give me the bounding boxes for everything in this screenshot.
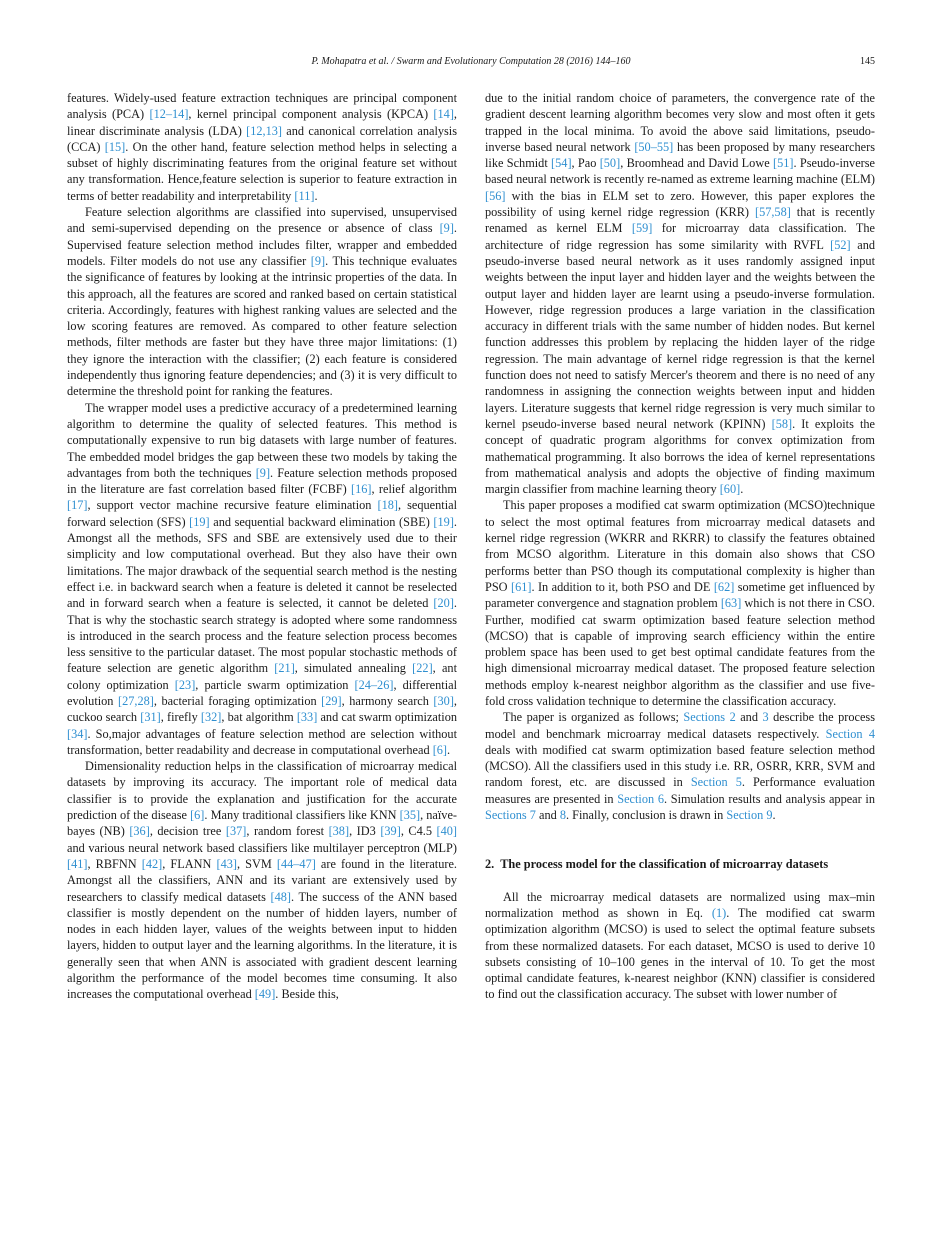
citation-link[interactable]: (1)	[711, 905, 727, 920]
citation-link[interactable]: [50–55]	[634, 139, 674, 154]
text-run: , linear discriminate analysis (LDA)	[67, 107, 457, 138]
citation-link[interactable]: [19]	[433, 514, 454, 529]
citation-link[interactable]: [24–26]	[354, 677, 394, 692]
left-column	[67, 90, 457, 1003]
citation-link[interactable]: [57,58]	[754, 205, 791, 220]
text-run: and canonical correlation analysis (CCA)	[67, 123, 457, 154]
text-run: , FLANN	[162, 856, 217, 871]
text-run: sometime get influenced by parameter convergence and stagnation problem	[485, 579, 875, 611]
text-run: , ID3	[349, 824, 381, 839]
paragraph	[67, 204, 457, 400]
citation-link[interactable]: [15]	[104, 139, 126, 154]
citation-link[interactable]: [14]	[433, 107, 454, 122]
citation-link[interactable]: [39]	[380, 824, 401, 839]
text-run: , simulated annealing	[294, 661, 413, 676]
text-run: are found in the literature. Amongst all the classifiers, ANN and its variant are extensively used by researchers to classify medical datasets	[67, 856, 457, 904]
citation-link[interactable]: [27,28]	[117, 693, 154, 708]
text-run: This paper proposes a modified cat swarm optimization (MCSO)technique to select the most optimal features from microarray medical datasets and kernel ridge regression (WKRR and RKRR) to classify the features obtained from MCSO algorithm. Literature in this domain also shows that CSO performs better than PSO though its computational complexity is higher than PSO	[485, 498, 875, 594]
paragraph	[485, 90, 875, 497]
text-run: All the microarray medical datasets are normalized using max–min normalization method as shown in Eq.	[485, 889, 875, 920]
text-run: has been proposed by many researchers like Schmidt	[485, 139, 876, 171]
text-run: , support vector machine recursive feature elimination	[87, 498, 378, 513]
citation-link[interactable]: [40]	[436, 824, 457, 839]
text-run: The wrapper model uses a predictive accuracy of a predetermined learning algorithm to determine the quality of selected features. This method is computationally expensive to run big datasets with large number of features. The embedded model bridges the gap between these two models by taking the advantages from both the techniques	[67, 400, 457, 480]
citation-link[interactable]: [52]	[830, 237, 851, 252]
citation-link[interactable]: [31]	[140, 710, 161, 725]
text-run: that is recently renamed as kernel ELM	[485, 205, 875, 236]
text-run: . Many traditional classifiers like KNN	[204, 808, 400, 823]
text-run: and sequential backward elimination (SBE)	[209, 514, 434, 529]
text-run: . So,major advantages of feature selection method are selection without transformation, better readability and decrease in computational overhead	[67, 726, 457, 757]
page-number: 145	[860, 56, 875, 67]
citation-link[interactable]: [6]	[190, 808, 205, 823]
text-run: , RBFNN	[87, 856, 142, 871]
citation-link[interactable]: [34]	[67, 726, 88, 741]
section-title: The process model for the classification of microarray datasets	[500, 857, 829, 872]
right-column	[485, 90, 875, 1003]
text-run: , relief algorithm	[371, 482, 457, 497]
text-run: . Feature selection methods proposed in the literature are fast correlation based filter (FCBF)	[67, 465, 458, 497]
citation-link[interactable]: [51]	[772, 156, 794, 171]
citation-link[interactable]: [29]	[321, 693, 342, 708]
text-run: features. Widely-used feature extraction techniques are principal component analysis (PCA)	[67, 91, 457, 122]
text-run: , SVM	[236, 856, 277, 871]
citation-link[interactable]: [59]	[631, 221, 653, 236]
paragraph	[67, 90, 457, 204]
citation-link[interactable]: [37]	[225, 824, 247, 839]
citation-link[interactable]: [9]	[255, 465, 271, 480]
text-run: , differential evolution	[67, 677, 457, 708]
text-run: which is not there in CSO. Further, modified cat swarm optimization based feature selection method (MCSO) that is capable of improving search efficiency within the entire problem space has been used to get best optimal candidate features from the high dimensional microarray medical dataset. The proposed feature selection methods employ k-nearest neighbor algorithm as the classifier and use five-fold cross validation technique to determine the classification accuracy.	[485, 596, 875, 708]
citation-link[interactable]: [16]	[351, 482, 372, 497]
text-run: . It exploits the concept of quadratic program algorithms for convex optimization from mathematical programming. It also borrows the idea of kernel representations from mathematical analysis and adopts the objective of finding maximum margin classifier from machine learning theory	[485, 416, 875, 497]
running-header	[67, 56, 875, 72]
citation-link[interactable]: [12–14]	[149, 107, 189, 122]
paragraph	[485, 709, 875, 823]
citation-link[interactable]: [60]	[719, 482, 741, 497]
text-run: . Amongst all the methods, SFS and SBE are extensively used due to their simplicity and low computational overhead. But they also have their own limitations. The major drawback of the sequential search method is the nesting effect i.e. in backward search when a feature is deleted it cannot be reselected and in forward search when a feature is selected, it cannot be deleted	[67, 514, 457, 611]
text-run: , bat algorithm	[221, 710, 297, 725]
text-run: , firefly	[160, 710, 201, 725]
text-run: , random forest	[246, 824, 329, 839]
citation-link[interactable]: Section 6	[617, 791, 664, 806]
citation-link[interactable]: [38]	[328, 824, 350, 839]
citation-link[interactable]: [44–47]	[276, 856, 316, 871]
text-run: . This technique evaluates the significance of features by looking at the intrinsic properties of the data. In this approach, all the features are scored and ranked based on certain statistical criteria. Accordingly, features with highest ranking values are selected and the low scoring features are removed. As compared to other feature selection methods, filter methods are faster but they have three major limitations: (1) they ignore the interaction with the classifier; (2) each feature is considered independently thus ignoring feature dependencies; and (3) it is very difficult to determine the threshold point for ranking the features.	[67, 253, 457, 399]
text-run: , harmony search	[341, 693, 434, 708]
citation-link[interactable]: [50]	[599, 156, 621, 171]
citation-link[interactable]: [30]	[433, 693, 454, 708]
citation-link[interactable]: [58]	[771, 416, 793, 431]
text-run: , C4.5	[400, 824, 437, 839]
citation-link[interactable]: [6]	[432, 742, 448, 757]
citation-link[interactable]: [21]	[274, 661, 295, 676]
citation-link[interactable]: 8	[559, 808, 566, 823]
citation-link[interactable]: Section 5	[690, 775, 742, 790]
text-run: and pseudo-inverse based neural network as it uses randomly assigned input weights between the input layer and hidden layer and the weights between the output layer and hidden layer are learnt using a pseudo-inverse formulation. However, ridge regression produces a large variation in the classification accuracy in different trials with the same number of hidden nodes. But kernel function addresses this problem by replacing the hidden layer of the ridge regression. The main advantage of kernel ridge regression is that the kernel function does not need to satisfy Mercer's theorem and there is no need of any randomness in assigning the connection weights between input and hidden layers. Literature suggests that kernel ridge regression is very much similar to kernel pseudo-inverse based neural network (KPINN)	[485, 237, 875, 431]
citation-link[interactable]: [56]	[485, 188, 506, 203]
text-run: .	[740, 482, 744, 497]
text-run: . Performance evaluation measures are presented in	[485, 775, 875, 806]
citation-link[interactable]: [48]	[270, 889, 292, 904]
citation-link[interactable]: [20]	[433, 596, 454, 611]
text-run: , sequential forward selection (SFS)	[67, 498, 457, 529]
citation-link[interactable]: Sections 7	[485, 808, 536, 823]
text-run: describe the process model and benchmark microarray medical datasets respectively.	[485, 710, 875, 741]
text-run: , kernel principal component analysis (KPCA)	[188, 107, 434, 122]
citation-link[interactable]: [12,13]	[246, 123, 282, 138]
section-number: 2.	[485, 857, 495, 872]
text-run: . In addition to it, both PSO and DE	[531, 579, 714, 594]
text-run: deals with modified cat swarm optimization based feature selection method (MCSO). All the classifiers used in this study i.e. RR, OSRR, KRR, SVM and random forest, etc. are discussed in	[485, 742, 875, 790]
text-run: Feature selection algorithms are classified into supervised, unsupervised and semi-supervised depending on the presence or absence of class	[67, 205, 457, 236]
text-run: . Simulation results and analysis appear in	[663, 791, 875, 806]
paragraph	[485, 889, 875, 1003]
citation-link[interactable]: [23]	[174, 677, 196, 692]
text-run: and various neural network based classifiers like multilayer perceptron (MLP)	[67, 840, 457, 855]
text-run: , bacterial foraging optimization	[153, 693, 322, 708]
citation-link[interactable]: [32]	[200, 710, 222, 725]
section-heading	[485, 856, 875, 872]
text-run: , Pao	[571, 156, 600, 171]
paragraph	[485, 497, 875, 709]
text-run: , naïve-bayes (NB)	[67, 808, 457, 839]
text-run: , cuckoo search	[67, 693, 457, 725]
citation-link[interactable]: [22]	[412, 661, 433, 676]
citation-link[interactable]: 3	[762, 710, 769, 725]
text-run: Dimensionality reduction helps in the classification of microarray medical datasets by improving its accuracy. The important role of medical data classifier is to provide the explanation and justification for the accurate prediction of the disease	[67, 759, 457, 823]
text-run: . Beside this,	[275, 987, 339, 1002]
text-run: , Broomhead and David Lowe	[620, 156, 773, 171]
text-run: , decision tree	[149, 824, 226, 839]
citation-link[interactable]: [11]	[294, 188, 315, 203]
text-run: and	[735, 710, 763, 725]
citation-link[interactable]: [61]	[510, 579, 532, 594]
citation-link[interactable]: [42]	[141, 856, 163, 871]
text-run: , particle swarm optimization	[195, 677, 355, 692]
text-run: for microarray data classification. The architecture of ridge regression has some similarity with RVFL	[485, 221, 875, 252]
paragraph	[67, 758, 457, 1002]
text-run: . Supervised feature selection method includes filter, wrapper and embedded models. Filter models do not use any classifier	[67, 221, 457, 268]
citation-link[interactable]: [43]	[216, 856, 237, 871]
text-run: . On the other hand, feature selection method helps in selecting a subset of highly discriminating features from the original feature set without any transformation. Hence,feature selection is superior to feature extraction in terms of better readability and interpretability	[67, 139, 457, 203]
citation-link[interactable]: [49]	[254, 987, 276, 1002]
text-run: . The success of the ANN based classifier is mostly dependent on the number of hidden layers, number of nodes in each hidden layer, values of the weights between input to hidden layers, hidden to output layer and the learning algorithms. In the literature, it is generally seen that when ANN is associated with gradient descent learning algorithm the performance of the model becomes time consuming. It also increases the computational overhead	[67, 889, 458, 1002]
text-run: .	[772, 808, 776, 823]
citation-link[interactable]: [9]	[439, 221, 454, 236]
citation-link[interactable]: [41]	[67, 856, 88, 871]
citation-link[interactable]: [18]	[377, 498, 398, 513]
text-run: .	[314, 188, 318, 203]
citation-link[interactable]: [54]	[551, 156, 572, 171]
citation-link[interactable]: Section 9	[726, 808, 773, 823]
paragraph	[67, 400, 457, 759]
text-run: and cat swarm optimization	[317, 710, 458, 725]
text-run: . Pseudo-inverse based neural network is recently re-named as extreme learning machine (ELM)	[485, 156, 875, 187]
running-title: P. Mohapatra et al. / Swarm and Evolutionary Computation 28 (2016) 144–160	[311, 56, 631, 67]
citation-link[interactable]: [33]	[296, 710, 318, 725]
citation-link[interactable]: [19]	[189, 514, 210, 529]
citation-link[interactable]: [36]	[129, 824, 150, 839]
citation-link[interactable]: Section 4	[825, 726, 876, 741]
text-run: . Finally, conclusion is drawn in	[565, 808, 727, 823]
citation-link[interactable]: Sections 2	[683, 710, 736, 725]
citation-link[interactable]: [35]	[399, 808, 421, 823]
citation-link[interactable]: [17]	[67, 498, 88, 513]
text-run: .	[447, 742, 451, 757]
text-run: and	[535, 808, 560, 823]
citation-link[interactable]: [9]	[310, 253, 326, 268]
citation-link[interactable]: [63]	[720, 596, 742, 611]
text-run: , ant colony optimization	[67, 661, 457, 692]
text-run: . That is why the stochastic search strategy is adopted where some randomness is introduced in the search process and the feature selection process becomes less sensitive to the particular dataset. The most popular stochastic methods of feature selection are genetic algorithm	[67, 596, 457, 676]
text-run: . The modified cat swarm optimization algorithm (MCSO) is used to select the optimal feature subsets from these normalized datasets. For each dataset, MCSO is used to derive 10 subsets consisting of 10–100 genes in the interval of 10. To get the most optimal candidate features, k-nearest neighbor (KNN) classifier is considered to find out the classification accuracy. The subset with lower number of	[485, 905, 876, 1002]
text-run: with the bias in ELM set to zero. However, this paper explores the possibility of using kernel ridge regression (KRR)	[485, 188, 875, 220]
text-run: The paper is organized as follows;	[503, 710, 684, 725]
text-run: due to the initial random choice of parameters, the convergence rate of the gradient descent learning algorithm becomes very slow and most often it gets trapped in the local minima. To avoid the above said limitations, pseudo-inverse based neural network	[485, 91, 875, 154]
citation-link[interactable]: [62]	[713, 579, 735, 594]
